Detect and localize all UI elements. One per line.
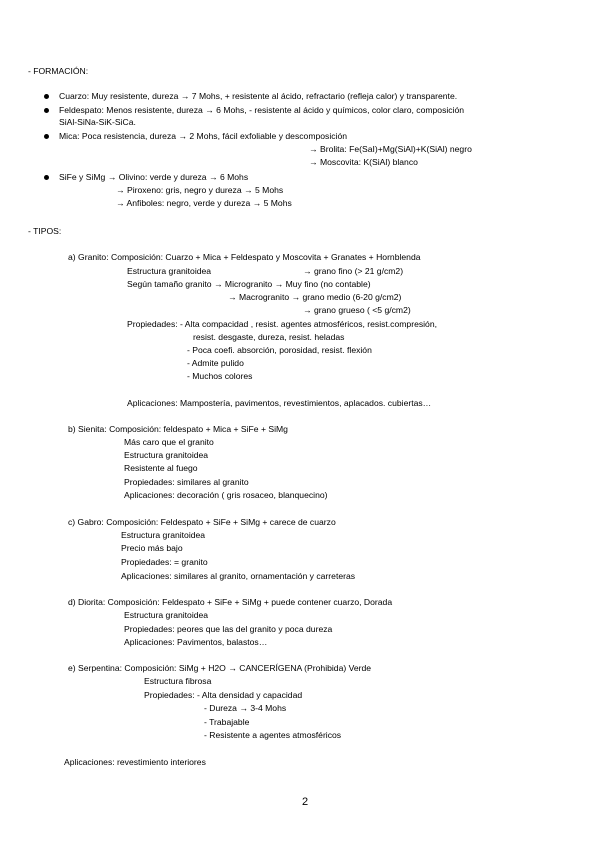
sienita-precio: Más caro que el granito: [124, 437, 214, 447]
granito-estructura: Estructura granitoidea: [127, 266, 212, 276]
gabro-aplicaciones: Aplicaciones: similares al granito, ornamentación y carreteras: [121, 571, 356, 581]
page-number: 2: [302, 796, 309, 808]
serpentina-propiedad-trabajable: - Trabajable: [204, 717, 250, 727]
formacion-item-sife-simg: SiFe y SiMg → Olivino: verde y dureza → 6 Mohs: [59, 172, 249, 182]
sienita-propiedades: Propiedades: similares al granito: [124, 477, 249, 487]
granito-composicion: a) Granito: Composición: Cuarzo + Mica + Feldespato y Moscovita + Granates + Hornblenda: [68, 252, 421, 262]
bullet-icon: [44, 108, 49, 113]
granito-macrogranito: → Macrogranito → grano medio (6-20 g/cm2): [228, 292, 402, 302]
granito-aplicaciones: Aplicaciones: Mampostería, pavimentos, revestimientos, aplacados. cubiertas…: [127, 398, 432, 408]
granito-propiedades: Propiedades: - Alta compacidad , resist. agentes atmosféricos, resist.compresión,: [127, 319, 437, 329]
mica-sub-moscovita: → Moscovita: K(SiAl) blanco: [309, 157, 418, 167]
sienita-estructura: Estructura granitoidea: [124, 450, 209, 460]
serpentina-propiedad-dureza: - Dureza → 3-4 Mohs: [204, 703, 287, 713]
formacion-item-cuarzo: Cuarzo: Muy resistente, dureza → 7 Mohs, + resistente al ácido, refractario (refleja calor) y transparente.: [59, 91, 458, 101]
mica-sub-brolita: → Brolita: Fe(SaI)+Mg(SiAl)+K(SiAl) negro: [309, 144, 472, 154]
bullet-icon: [44, 94, 49, 99]
sife-sub-anfiboles: → Anfiboles: negro, verde y dureza → 5 Mohs: [116, 198, 292, 208]
diorita-aplicaciones: Aplicaciones: Pavimentos, balastos…: [124, 637, 268, 647]
granito-tamano: Según tamaño granito → Microgranito → Muy fino (no contable): [127, 279, 371, 289]
diorita-composicion: d) Diorita: Composición: Feldespato + SiFe + SiMg + puede contener cuarzo, Dorada: [68, 597, 393, 607]
serpentina-estructura: Estructura fibrosa: [144, 676, 212, 686]
granito-grano-grueso: → grano grueso ( <5 g/cm2): [303, 305, 411, 315]
gabro-estructura: Estructura granitoidea: [121, 530, 206, 540]
formacion-item-mica: Mica: Poca resistencia, dureza → 2 Mohs, fácil exfoliable y descomposición: [59, 131, 348, 141]
sienita-composicion: b) Sienita: Composición: feldespato + Mica + SiFe + SiMg: [68, 424, 288, 434]
granito-grano-fino: → grano fino (> 21 g/cm2): [303, 266, 404, 276]
granito-propiedades-cont: resist. desgaste, dureza, resist. heladas: [193, 332, 345, 342]
sife-sub-piroxeno: → Piroxeno: gris, negro y dureza → 5 Mohs: [116, 185, 284, 195]
formacion-item-feldespato-cont: SiAl-SiNa-SiK-SiCa.: [59, 117, 136, 127]
gabro-precio: Precio más bajo: [121, 543, 183, 553]
sienita-aplicaciones: Aplicaciones: decoración ( gris rosaceo, blanquecino): [124, 490, 328, 500]
granito-propiedad-pulido: - Admite pulido: [187, 358, 244, 368]
serpentina-propiedades: Propiedades: - Alta densidad y capacidad: [144, 690, 303, 700]
section-heading-tipos: - TIPOS:: [28, 226, 62, 236]
bullet-icon: [44, 175, 49, 180]
diorita-propiedades: Propiedades: peores que las del granito y poca dureza: [124, 624, 333, 634]
serpentina-propiedad-resistente: - Resistente a agentes atmosféricos: [204, 730, 342, 740]
granito-propiedad-colores: - Muchos colores: [187, 371, 253, 381]
granito-propiedad-absorcion: - Poca coefi. absorción, porosidad, resist. flexión: [187, 345, 372, 355]
gabro-composicion: c) Gabro: Composición: Feldespato + SiFe + SiMg + carece de cuarzo: [68, 517, 336, 527]
sienita-fuego: Resistente al fuego: [124, 463, 198, 473]
section-heading-formacion: - FORMACIÓN:: [28, 66, 89, 76]
bullet-icon: [44, 134, 49, 139]
diorita-estructura: Estructura granitoidea: [124, 610, 209, 620]
formacion-item-feldespato: Feldespato: Menos resistente, dureza → 6 Mohs, - resistente al ácido y químicos, color claro, composición: [59, 105, 465, 115]
gabro-propiedades: Propiedades: = granito: [121, 557, 208, 567]
serpentina-composicion: e) Serpentina: Composición: SiMg + H2O → CANCERÍGENA (Prohibida) Verde: [68, 663, 372, 673]
serpentina-aplicaciones: Aplicaciones: revestimiento interiores: [64, 757, 206, 767]
